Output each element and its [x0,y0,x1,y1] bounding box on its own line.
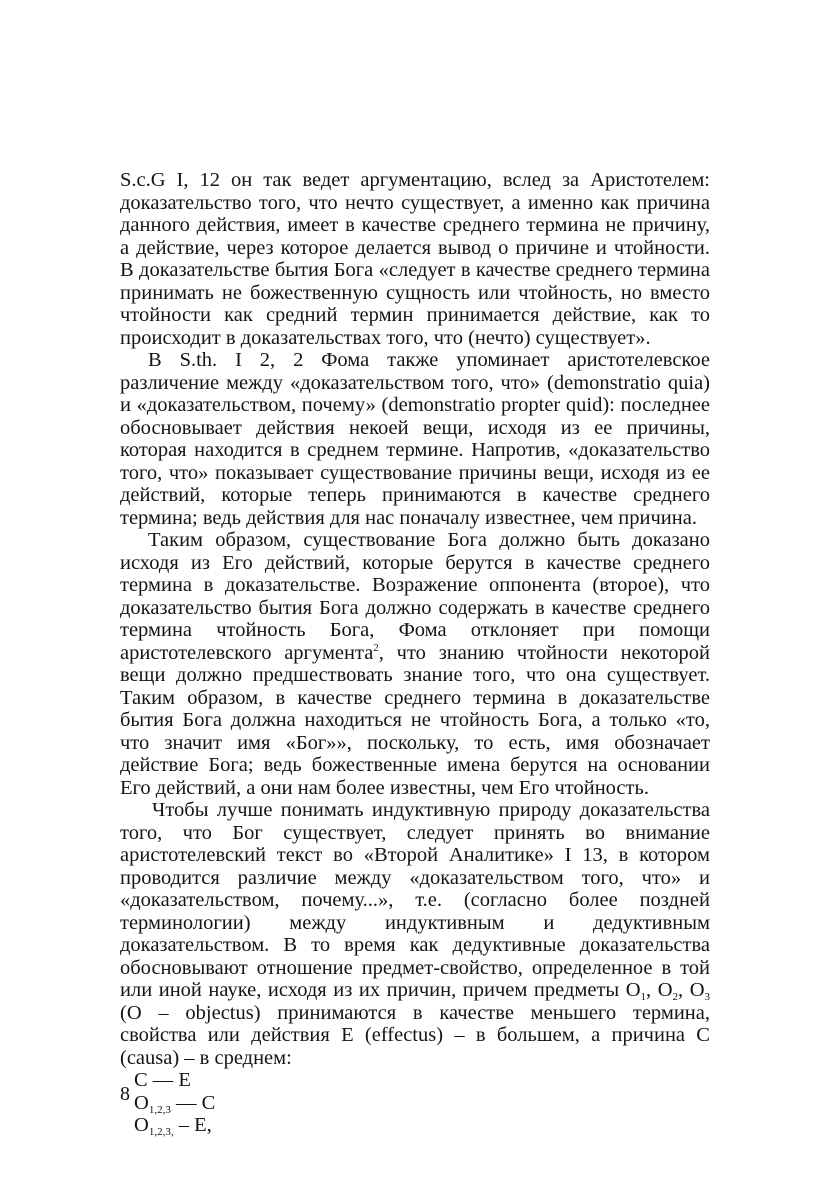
paragraph-text: , что знанию чтойности некоторой вещи должно предшествовать знание того, что она существует. Таким образом, в качестве среднего термина в доказательстве бытия Бога должна находиться не чтойность Бога, а только «то, что значит имя «Бог»», поскольку, то есть, имя обозначает действие Бога; ведь божественные имена берутся на основании Его действий, а они нам более известны, чем Его чтойность. [120,641,710,799]
subscript: 1,2,3 [148,1103,171,1116]
paragraph-text: Таким образом, существование Бога должно быть доказано исходя из Его действий, которые берутся в качестве среднего термина в доказательстве. Возражение оппонента (второе), что доказательство бытия Бога должно содержать в качестве среднего термина чтойность Бога, Фома отклоняет при помощи аристотелевского аргумента [120,529,710,664]
subscript: 1,2,3, [148,1126,174,1138]
formula-line [120,1069,710,1092]
footnote-reference[interactable]: 2 [373,641,379,654]
paragraph-text: , O [646,979,673,1001]
formula-text: O [134,1114,149,1136]
paragraph [120,799,710,1069]
paragraph-text: , O [678,979,705,1001]
formula-text: — C [170,1091,216,1114]
paragraph: В S.th. I 2, 2 Фома также упоминает аристотелевское различение между «доказательством того, что» (demonstratio quia) и «доказательством, почему» (demonstratio propter quid): последнее обосновывает действия некоей вещи, исходя из ее причины, которая находится в среднем термине. Напротив, «доказательство того, что» показывает существование причины вещи, исходя из ее действий, которые теперь принимаются в качестве среднего термина; ведь действия для нас поначалу известнее, чем причина. [120,349,710,529]
formula-line [120,1114,710,1137]
formula-text: C — E [134,1069,191,1091]
paragraph-text: Чтобы лучше понимать индуктивную природу доказательства того, что Бог существует, следует принять во внимание аристотелевский текст во «Второй Аналитике» I 13, в котором проводится различие между «доказательством того, что» и «доказательством, почему...», т.е. (согласно более поздней терминологии) между индуктивным и дедуктивным доказательством. В то время как дедуктивные доказательства обосновывают отношение предмет-свойство, определенное в той или иной науке, исходя из их причин, причем предметы O [120,799,710,1001]
subscript: 2 [672,991,679,1003]
paragraph [120,529,710,799]
formula-text: O [134,1091,149,1114]
paragraph: S.c.G I, 12 он так ведет аргументацию, вслед за Аристотелем: доказательство того, что нечто существует, а именно как причина данного действия, имеет в качестве среднего термина не причину, а действие, через которое делается вывод о причине и чтойности. В доказательстве бытия Бога «следует в качестве среднего термина принимать не божественную сущность или чтойность, но вместо чтойности как средний термин принимается действие, как то происходит в доказательствах того, что (нечто) существует». [120,169,710,349]
page-number: 8 [120,1083,130,1105]
subscript: 1 [640,991,647,1003]
formula-line [120,1092,710,1115]
body-text [120,169,710,1137]
subscript: 3 [704,991,710,1003]
formula-text: – E, [173,1114,212,1136]
paragraph-text: (O – objectus) принимаются в качестве меньшего термина, свойства или действия E (effectus) – в большем, а причина C (causa) – в среднем: [120,1001,710,1069]
